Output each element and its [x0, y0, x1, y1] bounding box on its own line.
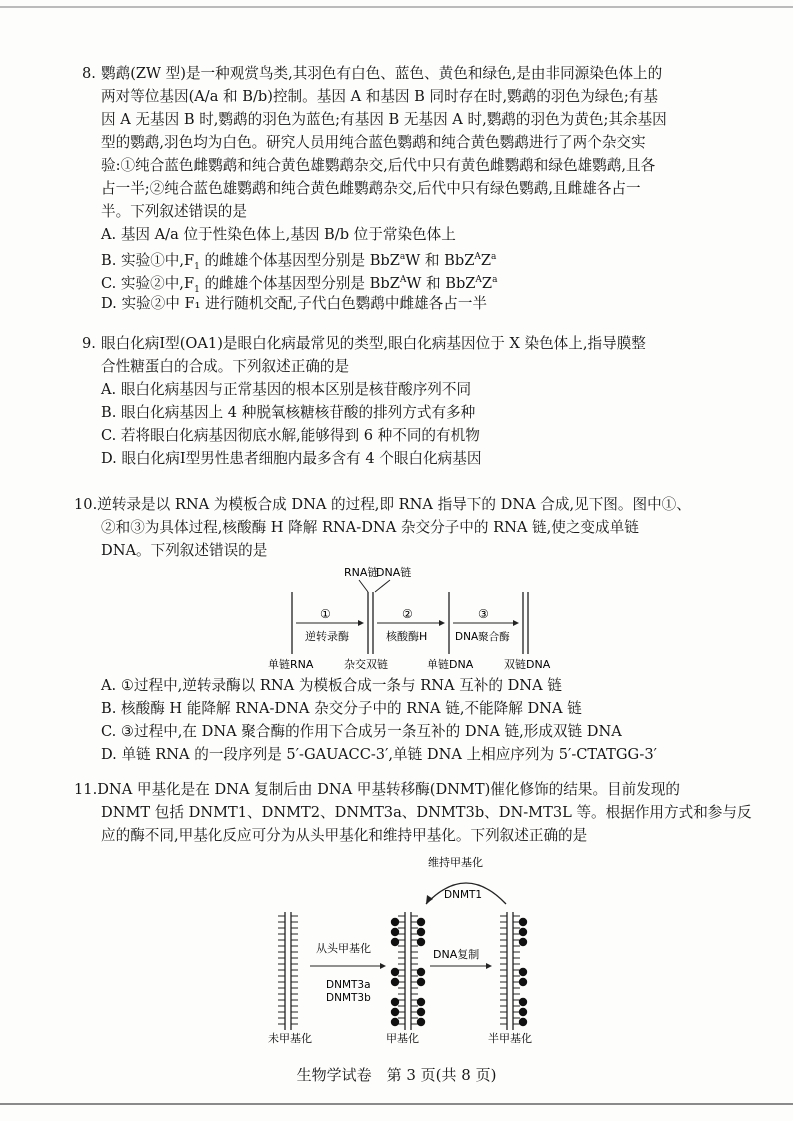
question-text-line: DNA。下列叙述错误的是 [101, 542, 268, 559]
methyl-dot [417, 1018, 425, 1026]
top-scan-edge [0, 6, 793, 8]
rna-chain-label: RNA链 [344, 566, 379, 579]
methyl-dot [391, 1008, 399, 1016]
methyl-dot [519, 1018, 527, 1026]
option-b: B. 核酸酶 H 能降解 RNA-DNA 杂交分子中的 RNA 链,不能降解 DNA 链 [101, 700, 582, 717]
dna-chain-label: DNA链 [376, 566, 412, 579]
maintenance-arrowhead [426, 895, 433, 904]
methyl-dot [391, 968, 399, 976]
hybrid-label: 杂交双链 [344, 658, 388, 671]
question-text-line: 半。下列叙述错误的是 [101, 203, 247, 220]
methyl-dot [519, 918, 527, 926]
option-c: C. 若将眼白化病基因彻底水解,能够得到 6 种不同的有机物 [101, 427, 480, 444]
methyl-dot [519, 978, 527, 986]
question-8 [82, 62, 742, 315]
methyl-dot [417, 928, 425, 936]
methyl-dot [391, 938, 399, 946]
methyl-dot [417, 938, 425, 946]
methyl-dot [519, 968, 527, 976]
methyl-dot [417, 1008, 425, 1016]
methyl-dot [417, 918, 425, 926]
rna-pointer-line [359, 580, 368, 592]
step-2-label: ② [402, 607, 413, 621]
option-c: C. 实验②中$,F_1$ 的雌雄个体基因型分别是 BbZ$^A$W 和 $BbZ^AZ^a$ [101, 274, 498, 295]
question-text-line: 型的鹦鹉,羽色均为白色。研究人员用纯合蓝色鹦鹉和纯合黄色鹦鹉进行了两个杂交实 [101, 134, 646, 151]
question-number: 8. [82, 65, 96, 82]
enzyme-3-label: DNA聚合酶 [455, 631, 510, 643]
question-number: 9. [82, 335, 96, 352]
question-11 [74, 778, 752, 847]
dna-double-strand [500, 912, 527, 1030]
methyl-dot [391, 928, 399, 936]
question-text-line: DNA 甲基化是在 DNA 复制后由 DNA 甲基转移酶(DNMT)催化修饰的结果。目前发现的 [97, 781, 681, 798]
question-10 [74, 493, 742, 562]
question-number: 10. [74, 496, 98, 513]
maintenance-methylation-label: 维持甲基化 [428, 856, 483, 869]
dna-pointer-line [375, 580, 390, 592]
option-c: C. ③过程中,在 DNA 聚合酶的作用下合成另一条互补的 DNA 链,形成双链 DNA [101, 723, 622, 740]
option-b: B. 眼白化病基因上 4 种脱氧核糖核苷酸的排列方式有多种 [101, 404, 476, 421]
question-text-line: 眼白化病Ⅰ型(OA1)是眼白化病最常见的类型,眼白化病基因位于 X 染色体上,指导膜整 [101, 335, 646, 352]
methyl-dot [519, 998, 527, 1006]
enzyme-2-label: 核酸酶H [386, 630, 428, 643]
question-9 [82, 332, 742, 470]
question-text-line: ②和③为具体过程,核酸酶 H 降解 RNA-DNA 杂交分子中的 RNA 链,使之变成单链 [101, 519, 639, 536]
methyl-dot [417, 968, 425, 976]
dna-double-strand [391, 912, 425, 1030]
methylated-label: 甲基化 [386, 1032, 419, 1045]
question-text-line: 鹦鹉(ZW 型)是一种观赏鸟类,其羽色有白色、蓝色、黄色和绿色,是由非同源染色体上的 [101, 65, 663, 82]
step-3-label: ③ [478, 607, 489, 621]
option-a: A. 基因 A/a 位于性染色体上,基因 B/b 位于常染色体上 [101, 226, 456, 243]
dna-strand-groups [278, 912, 527, 1030]
dnmt3b-label: DNMT3b [326, 992, 371, 1004]
unmethylated-label: 未甲基化 [268, 1032, 312, 1045]
bottom-scan-edge [0, 1103, 793, 1105]
single-rna-label: 单链RNA [268, 658, 314, 671]
question-10-options [82, 674, 742, 766]
methyl-dot [519, 928, 527, 936]
methyl-dot [519, 938, 527, 946]
replication-label: DNA复制 [433, 948, 480, 961]
option-b: B. 实验①中$,F_1$ 的雌雄个体基因型分别是 BbZ$^a$W 和 $BbZ^AZ^a$ [101, 251, 497, 272]
methyl-dot [391, 998, 399, 1006]
question-text-line: 应的酶不同,甲基化反应可分为从头甲基化和维持甲基化。下列叙述正确的是 [101, 827, 588, 844]
option-d: D. 单链 RNA 的一段序列是 5′-GAUACC-3′,单链 DNA 上相应序列为 5′-CTATGG-3′ [101, 746, 657, 763]
hemimethylated-label: 半甲基化 [488, 1032, 532, 1045]
dna-double-strand [278, 912, 298, 1030]
methyl-dot [417, 998, 425, 1006]
question-text-line: 合性糖蛋白的合成。下列叙述正确的是 [101, 358, 350, 375]
methyl-dot [519, 1008, 527, 1016]
question-number: 11. [74, 781, 98, 798]
question-text-line: 两对等位基因(A/a 和 B/b)控制。基因 A 和基因 B 同时存在时,鹦鹉的羽色为绿色;有基 [101, 88, 658, 105]
dnmt1-label: DNMT1 [444, 889, 483, 901]
denovo-methylation-label: 从头甲基化 [316, 942, 371, 955]
question-text-line: 验:①纯合蓝色雌鹦鹉和纯合黄色雄鹦鹉杂交,后代中只有黄色雌鹦鹉和绿色雄鹦鹉,且各 [101, 157, 656, 174]
methyl-dot [391, 978, 399, 986]
question-text-line: 逆转录是以 RNA 为模板合成 DNA 的过程,即 RNA 指导下的 DNA 合成,见下图。图中①、 [97, 496, 691, 513]
enzyme-1-label: 逆转录酶 [305, 630, 349, 643]
question-text-line: 占一半;②纯合蓝色雄鹦鹉和纯合黄色雌鹦鹉杂交,后代中只有绿色鹦鹉,且雌雄各占一 [101, 180, 641, 197]
question-text-line: 因 A 无基因 B 时,鹦鹉的羽色为蓝色;有基因 B 无基因 A 时,鹦鹉的羽色为黄色;其余基因 [101, 111, 667, 128]
methyl-dot [391, 1018, 399, 1026]
methyl-dot [417, 978, 425, 986]
methyl-dot [391, 918, 399, 926]
option-a: A. 眼白化病基因与正常基因的根本区别是核苷酸序列不同 [101, 381, 472, 398]
double-dna-label: 双链DNA [504, 658, 551, 671]
option-d: D. 眼白化病Ⅰ型男性患者细胞内最多含有 4 个眼白化病基因 [101, 450, 482, 467]
reverse-transcription-diagram [262, 562, 562, 674]
dnmt3a-label: DNMT3a [326, 979, 371, 991]
option-a: A. ①过程中,逆转录酶以 RNA 为模板合成一条与 RNA 互补的 DNA 链 [101, 677, 562, 694]
single-dna-label: 单链DNA [427, 658, 474, 671]
option-d: D. 实验②中 F₁ 进行随机交配,子代白色鹦鹉中雌雄各占一半 [101, 295, 488, 312]
step-1-label: ① [320, 607, 331, 621]
dna-methylation-diagram [268, 852, 558, 1048]
page-footer: 生物学试卷 第 3 页(共 8 页) [296, 1066, 497, 1084]
question-text-line: DNMT 包括 DNMT1、DNMT2、DNMT3a、DNMT3b、DN-MT3L 等。根据作用方式和参与反 [101, 804, 752, 821]
